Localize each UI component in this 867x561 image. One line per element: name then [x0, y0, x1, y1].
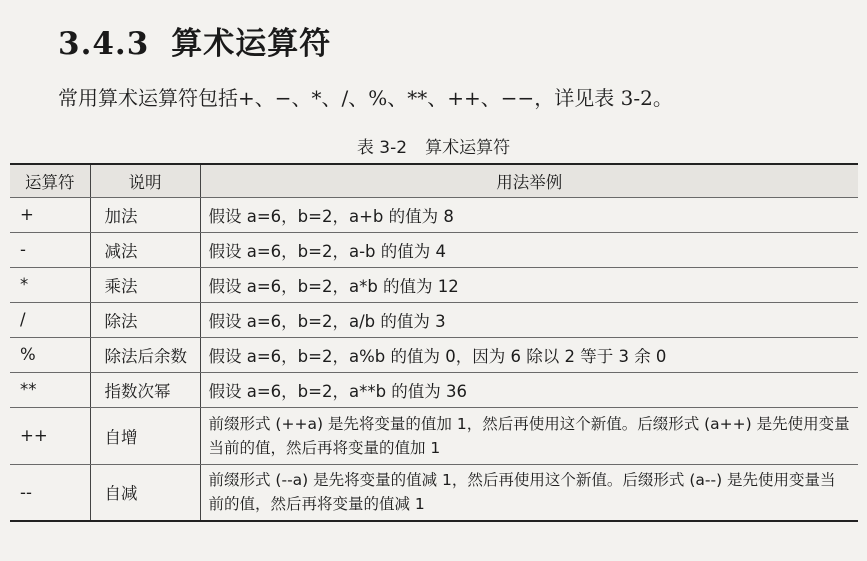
- table-row: [10, 407, 858, 464]
- example-cell: 假设 a=6，b=2，a*b 的值为 12: [200, 267, 858, 302]
- description-cell: 加法: [90, 197, 200, 232]
- description-cell: 除法后余数: [90, 337, 200, 372]
- table-row: [10, 372, 858, 407]
- table-row: [10, 232, 858, 267]
- section-heading: [58, 18, 331, 63]
- header-description: 说明: [90, 164, 200, 197]
- example-cell: 假设 a=6，b=2，a**b 的值为 36: [200, 372, 858, 407]
- table-caption: [0, 133, 867, 158]
- operator-cell: *: [10, 267, 90, 302]
- operator-table: [10, 163, 858, 522]
- header-operator: 运算符: [10, 164, 90, 197]
- table-row: [10, 464, 858, 521]
- operator-cell: %: [10, 337, 90, 372]
- operator-cell: ++: [10, 407, 90, 464]
- intro-paragraph: 常用算术运算符包括+、−、*、/、%、**、++、−−，详见表 3-2。: [58, 86, 673, 110]
- operator-cell: **: [10, 372, 90, 407]
- table-row: [10, 302, 858, 337]
- table-row: [10, 197, 858, 232]
- table-caption-title: 算术运算符: [425, 138, 511, 158]
- operator-cell: /: [10, 302, 90, 337]
- table-caption-label: 表 3-2: [356, 138, 408, 158]
- example-cell: 假设 a=6，b=2，a+b 的值为 8: [200, 197, 858, 232]
- description-cell: 除法: [90, 302, 200, 337]
- description-cell: 自增: [90, 407, 200, 464]
- example-cell: 假设 a=6，b=2，a%b 的值为 0，因为 6 除以 2 等于 3 余 0: [200, 337, 858, 372]
- header-example: 用法举例: [200, 164, 858, 197]
- section-title-text: 算术运算符: [171, 26, 332, 62]
- section-number: 3.4.3: [58, 26, 150, 62]
- example-cell: 前缀形式 (--a) 是先将变量的值减 1，然后再使用这个新值。后缀形式 (a--) 是先使用变量当前的值，然后再将变量的值减 1: [200, 464, 858, 521]
- table-header-row: [10, 164, 858, 197]
- operator-cell: --: [10, 464, 90, 521]
- description-cell: 减法: [90, 232, 200, 267]
- example-cell: 假设 a=6，b=2，a-b 的值为 4: [200, 232, 858, 267]
- operator-cell: +: [10, 197, 90, 232]
- example-cell: 前缀形式 (++a) 是先将变量的值加 1，然后再使用这个新值。后缀形式 (a++) 是先使用变量当前的值，然后再将变量的值加 1: [200, 407, 858, 464]
- example-cell: 假设 a=6，b=2，a/b 的值为 3: [200, 302, 858, 337]
- description-cell: 指数次幂: [90, 372, 200, 407]
- table-row: [10, 267, 858, 302]
- description-cell: 自减: [90, 464, 200, 521]
- operator-cell: -: [10, 232, 90, 267]
- table-row: [10, 337, 858, 372]
- description-cell: 乘法: [90, 267, 200, 302]
